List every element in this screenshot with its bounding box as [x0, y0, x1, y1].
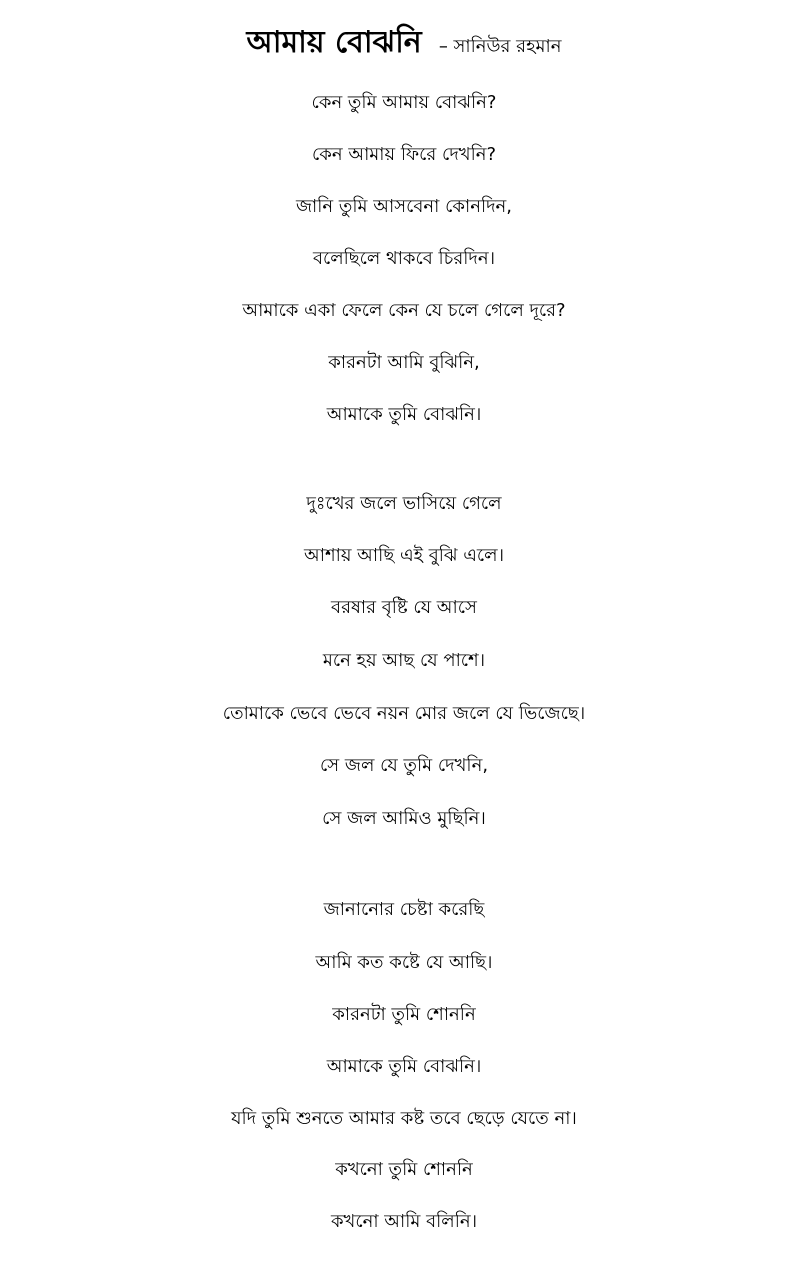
poem-line: কারনটা আমি বুঝিনি,: [328, 352, 480, 373]
poem-line: মনে হয় আছ যে পাশে।: [322, 650, 486, 671]
poem-line: সে জল যে তুমি দেখনি,: [319, 755, 489, 776]
poem-line: আশায় আছি এই বুঝি এলে।: [303, 545, 505, 566]
poem-line: যদি তুমি শুনতে আমার কষ্ট তবে ছেড়ে যেতে না।: [231, 1108, 577, 1129]
poem-line: আমাকে একা ফেলে কেন যে চলে গেলে দূরে?: [242, 300, 566, 321]
poem-line: জানি তুমি আসবেনা কোনদিন,: [295, 196, 513, 217]
poem-line: আমাকে তুমি বোঝনি।: [326, 1056, 482, 1077]
poem-line: আমাকে তুমি বোঝনি।: [326, 404, 482, 425]
poem-title: আমায় বোঝনি: [246, 25, 422, 60]
poem-line: কখনো আমি বলিনি।: [330, 1211, 478, 1232]
poem-line: কারনটা তুমি শোননি: [332, 1004, 476, 1025]
title-row: [0, 18, 808, 69]
poem-line: কখনো তুমি শোননি: [335, 1159, 473, 1180]
poem-line: কেন তুমি আমায় বোঝনি?: [311, 92, 497, 113]
poem-line: আমি কত কষ্টে যে আছি।: [315, 952, 493, 973]
poem-line: সে জল আমিও মুছিনি।: [322, 808, 486, 829]
poem-line: কেন আমায় ফিরে দেখনি?: [311, 144, 497, 165]
poem-line: বরষার বৃষ্টি যে আসে: [331, 597, 477, 618]
poem-line: দুঃখের জলে ভাসিয়ে গেলে: [306, 493, 502, 514]
poem-line: তোমাকে ভেবে ভেবে নয়ন মোর জলে যে ভিজেছে।: [222, 703, 586, 724]
poem-line: জানানোর চেষ্টা করেছি: [323, 899, 485, 920]
poem-author: – সানিউর রহমান: [438, 36, 562, 57]
poem-line: বলেছিলে থাকবে চিরদিন।: [312, 248, 496, 269]
